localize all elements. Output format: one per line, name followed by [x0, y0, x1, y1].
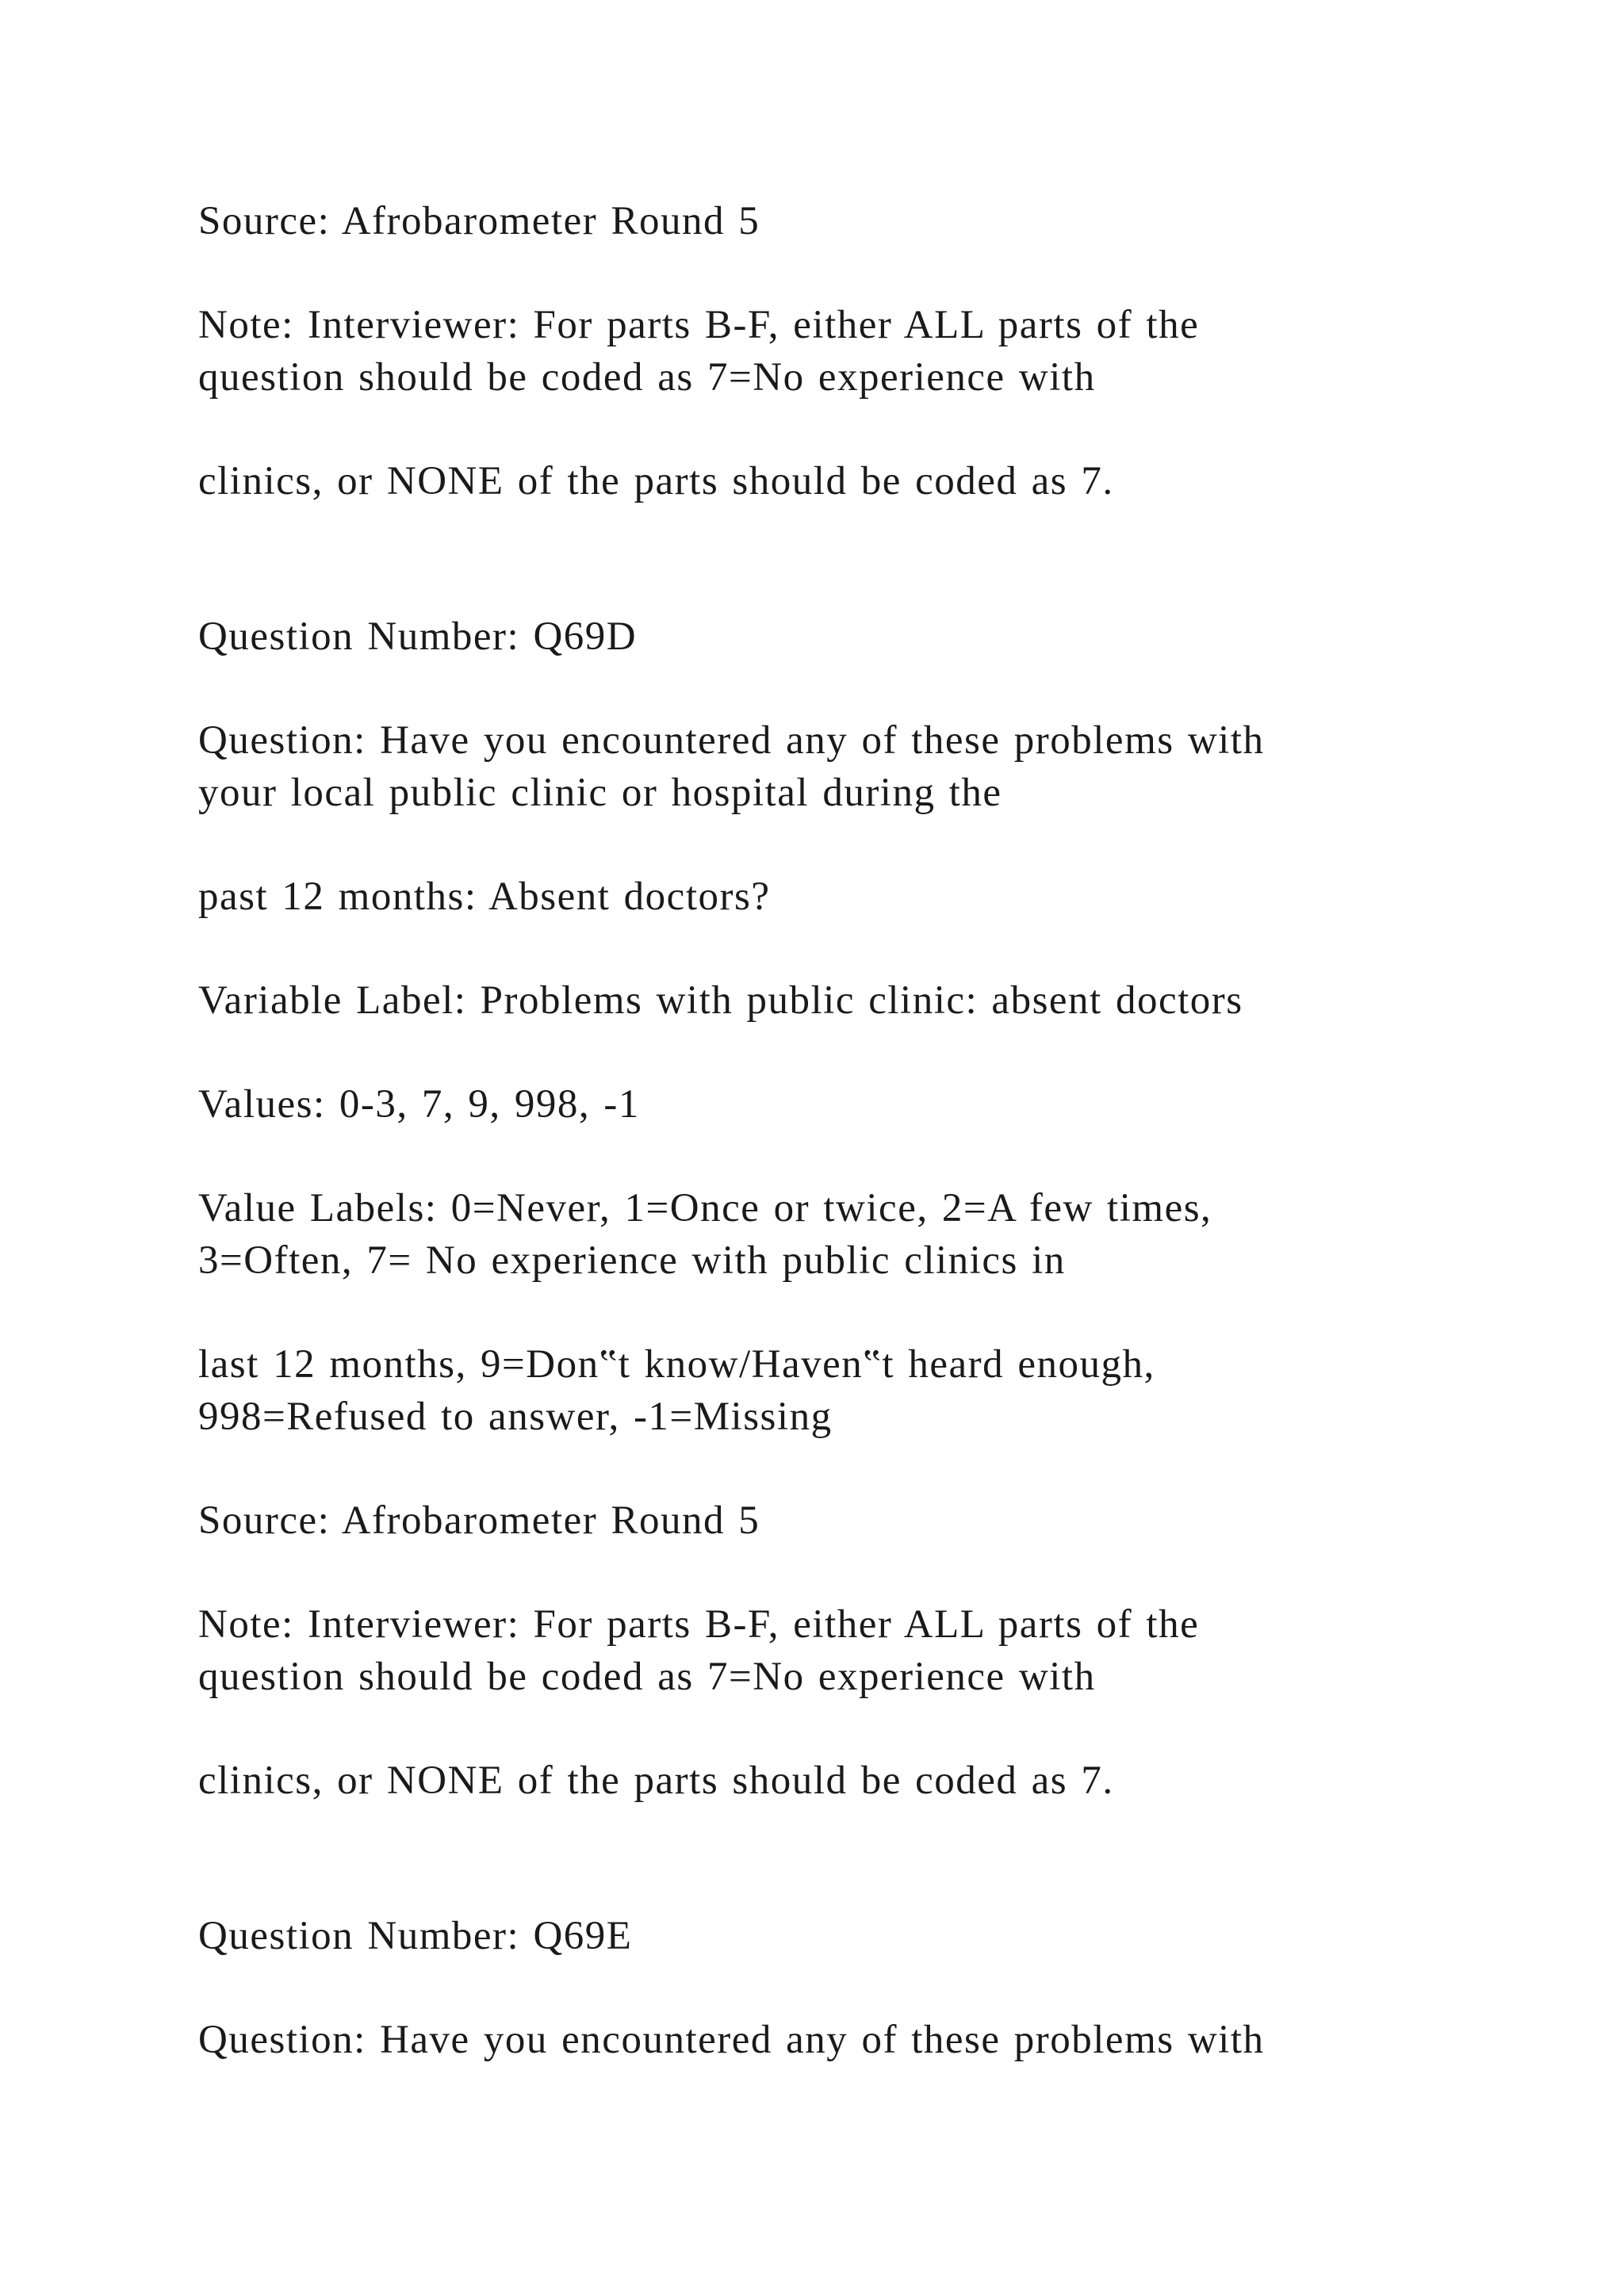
note-line: clinics, or NONE of the parts should be coded as 7.: [198, 459, 1114, 503]
values-line: Values: 0-3, 7, 9, 998, -1: [198, 1082, 640, 1127]
question-line: Question: Have you encountered any of these problems with: [198, 2018, 1265, 2062]
note-line: clinics, or NONE of the parts should be coded as 7.: [198, 1758, 1114, 1803]
value-labels-line: last 12 months, 9=Don‟t know/Haven‟t heard enough,: [198, 1342, 1155, 1387]
question-line: past 12 months: Absent doctors?: [198, 874, 771, 919]
value-labels-line: 3=Often, 7= No experience with public clinics in: [198, 1238, 1066, 1283]
note-line: Note: Interviewer: For parts B-F, either ALL parts of the: [198, 303, 1200, 347]
question-number-line: Question Number: Q69D: [198, 614, 638, 659]
question-number-line: Question Number: Q69E: [198, 1914, 633, 1958]
variable-label-line: Variable Label: Problems with public clinic: absent doctors: [198, 978, 1243, 1023]
source-line: Source: Afrobarometer Round 5: [198, 199, 760, 243]
value-labels-line: Value Labels: 0=Never, 1=Once or twice, 2=A few times,: [198, 1186, 1212, 1230]
note-line: Note: Interviewer: For parts B-F, either ALL parts of the: [198, 1602, 1200, 1647]
value-labels-line: 998=Refused to answer, -1=Missing: [198, 1395, 833, 1439]
question-line: Question: Have you encountered any of these problems with: [198, 718, 1265, 763]
note-line: question should be coded as 7=No experience with: [198, 355, 1096, 400]
question-line: your local public clinic or hospital during the: [198, 771, 1002, 815]
source-line: Source: Afrobarometer Round 5: [198, 1498, 760, 1543]
note-line: question should be coded as 7=No experience with: [198, 1655, 1096, 1699]
